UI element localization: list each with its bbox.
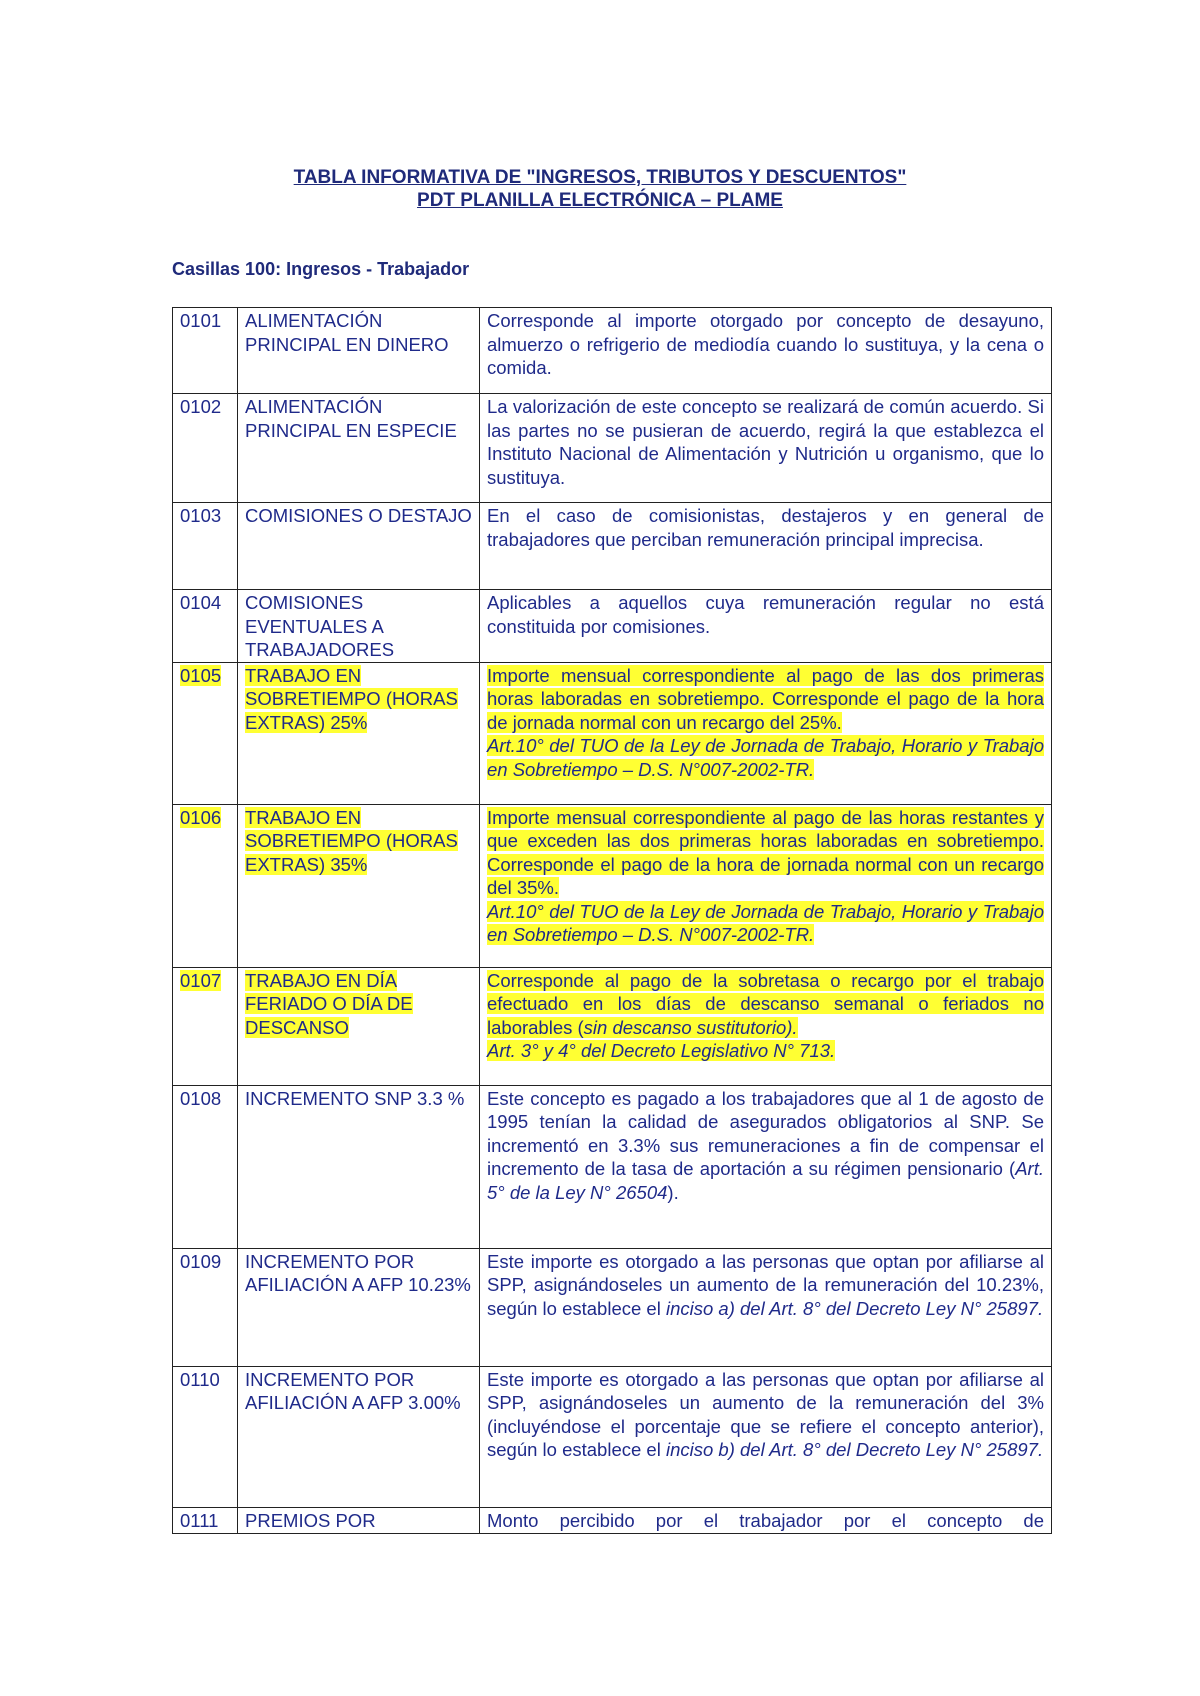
row-desc-italic: inciso a) del Art. 8° del Decreto Ley N° 25897. — [665, 1297, 1044, 1319]
row-name: TRABAJO EN SOBRETIEMPO (HORAS EXTRAS) 35% — [245, 806, 458, 875]
concepts-table — [172, 307, 1052, 1534]
row-name: ALIMENTACIÓN PRINCIPAL EN ESPECIE — [245, 396, 457, 441]
row-code: 0102 — [180, 396, 222, 417]
table-row — [173, 1248, 1052, 1366]
row-desc: Este importe es otorgado a las personas que optan por afiliarse al SPP, asignándoseles un aumento de la remuneración del 10.23%, según lo establece el — [487, 1250, 1044, 1319]
row-legal-reference: Art.10° del TUO de la Ley de Jornada de Trabajo, Horario y Trabajo en Sobretiempo – D.S. N°007-2002-TR. — [487, 900, 1044, 945]
row-code-cell — [173, 1507, 238, 1533]
concepts-table-body — [173, 308, 1052, 1534]
table-row — [173, 804, 1052, 967]
row-desc-italic: Art. 5° de la Ley N° 26504 — [487, 1158, 1044, 1203]
row-desc: La valorización de este concepto se realizará de común acuerdo. Si las partes no se pusieran de acuerdo, regirá la que establezca el Instituto Nacional de Alimentación y Nutrición u organismo, que lo sustituya. — [487, 396, 1044, 488]
row-code: 0108 — [180, 1087, 222, 1109]
row-name: TRABAJO EN SOBRETIEMPO (HORAS EXTRAS) 25% — [245, 664, 458, 733]
row-code-cell — [173, 1085, 238, 1248]
row-name: COMISIONES EVENTUALES A TRABAJADORES — [245, 592, 395, 660]
row-desc: Monto percibido por el trabajador por el concepto de — [487, 1509, 1044, 1531]
row-desc-italic: inciso b) del Art. 8° del Decreto Ley N° 25897. — [665, 1439, 1044, 1460]
row-desc-cell — [480, 590, 1052, 663]
row-name: INCREMENTO SNP 3.3 % — [245, 1087, 465, 1109]
page-title — [0, 166, 1200, 212]
row-desc: Este importe es otorgado a las personas que optan por afiliarse al SPP, asignándoseles un aumento de la remuneración del 3% (incluyéndose el porcentaje que se refiere el concepto anterior), según lo establece el — [487, 1368, 1044, 1460]
row-code-cell — [173, 590, 238, 663]
row-desc: Corresponde al pago de la sobretasa o recargo por el trabajo efectuado en los días de descanso semanal o feriados no laborables ( — [487, 969, 1044, 1038]
row-name-cell — [238, 394, 480, 503]
row-name-cell — [238, 967, 480, 1085]
table-row — [173, 1507, 1052, 1533]
row-desc-cell — [480, 503, 1052, 590]
row-name-cell — [238, 804, 480, 967]
row-name: COMISIONES O DESTAJO — [245, 505, 472, 526]
row-desc-cell — [480, 662, 1052, 804]
row-code-cell — [173, 662, 238, 804]
row-desc-cell — [480, 308, 1052, 394]
title-line-2: PDT PLANILLA ELECTRÓNICA – PLAME — [417, 190, 783, 211]
row-desc-cell — [480, 1085, 1052, 1248]
title-line-1: TABLA INFORMATIVA DE "INGRESOS, TRIBUTOS Y DESCUENTOS" — [293, 167, 907, 188]
row-name-cell — [238, 662, 480, 804]
row-legal-reference: Art.10° del TUO de la Ley de Jornada de Trabajo, Horario y Trabajo en Sobretiempo – D.S. N°007-2002-TR. — [487, 735, 1044, 780]
row-desc: Corresponde al importe otorgado por concepto de desayuno, almuerzo o refrigerio de mediodía cuando lo sustituya, y la cena o comida. — [487, 310, 1044, 378]
row-name: INCREMENTO POR AFILIACIÓN A AFP 3.00% — [245, 1368, 461, 1413]
row-code-cell — [173, 503, 238, 590]
row-desc-cell — [480, 1366, 1052, 1507]
section-heading: Casillas 100: Ingresos - Trabajador — [172, 259, 470, 279]
row-code: 0105 — [180, 664, 222, 686]
row-name: INCREMENTO POR AFILIACIÓN A AFP 10.23% — [245, 1250, 471, 1295]
row-code: 0103 — [180, 505, 222, 526]
table-row — [173, 590, 1052, 663]
row-desc-cell — [480, 394, 1052, 503]
row-desc: Importe mensual correspondiente al pago de las dos primeras horas laboradas en sobretiempo. Corresponde el pago de la hora de jornada normal con un recargo del 25%. — [487, 664, 1044, 733]
table-row — [173, 394, 1052, 503]
row-desc-italic: sin descanso sustitutorio). — [583, 1016, 798, 1038]
row-name-cell — [238, 590, 480, 663]
row-desc-cell — [480, 967, 1052, 1085]
row-code-cell — [173, 967, 238, 1085]
table-row — [173, 503, 1052, 590]
row-desc-tail: ). — [667, 1181, 679, 1203]
row-code-cell — [173, 308, 238, 394]
row-code: 0109 — [180, 1250, 222, 1272]
row-name-cell — [238, 308, 480, 394]
row-desc-cell — [480, 1248, 1052, 1366]
table-row — [173, 967, 1052, 1085]
row-desc: Este concepto es pagado a los trabajadores que al 1 de agosto de 1995 tenían la calidad de asegurados obligatorios al SNP. Se incrementó en 3.3% sus remuneraciones a fin de compensar el incremento de la tasa de aportación a su régimen pensionario ( — [487, 1087, 1044, 1179]
row-name: PREMIOS POR — [245, 1509, 376, 1531]
row-desc: Importe mensual correspondiente al pago de las horas restantes y que exceden las dos primeras horas laboradas en sobretiempo. Corresponde el pago de la hora de jornada normal con un recargo del 35%. — [487, 806, 1044, 898]
row-code-cell — [173, 1366, 238, 1507]
row-desc-cell — [480, 1507, 1052, 1533]
row-code: 0101 — [180, 310, 222, 331]
row-desc-cell — [480, 804, 1052, 967]
row-code: 0111 — [180, 1509, 219, 1531]
row-desc: En el caso de comisionistas, destajeros y en general de trabajadores que perciban remuneración principal imprecisa. — [487, 505, 1044, 550]
row-code-cell — [173, 804, 238, 967]
row-code-cell — [173, 1248, 238, 1366]
row-code: 0104 — [180, 592, 222, 613]
table-row — [173, 308, 1052, 394]
table-row — [173, 1085, 1052, 1248]
row-name-cell — [238, 1085, 480, 1248]
row-code: 0106 — [180, 806, 222, 828]
table-row — [173, 662, 1052, 804]
table-row — [173, 1366, 1052, 1507]
row-name-cell — [238, 1507, 480, 1533]
row-name-cell — [238, 1248, 480, 1366]
row-code: 0107 — [180, 969, 222, 991]
row-name-cell — [238, 503, 480, 590]
row-name: TRABAJO EN DÍA FERIADO O DÍA DE DESCANSO — [245, 969, 413, 1038]
row-desc: Aplicables a aquellos cuya remuneración regular no está constituida por comisiones. — [487, 592, 1044, 637]
row-code-cell — [173, 394, 238, 503]
row-legal-reference: Art. 3° y 4° del Decreto Legislativo N° 713. — [487, 1040, 836, 1061]
row-code: 0110 — [180, 1368, 220, 1390]
row-name-cell — [238, 1366, 480, 1507]
row-name: ALIMENTACIÓN PRINCIPAL EN DINERO — [245, 310, 449, 355]
